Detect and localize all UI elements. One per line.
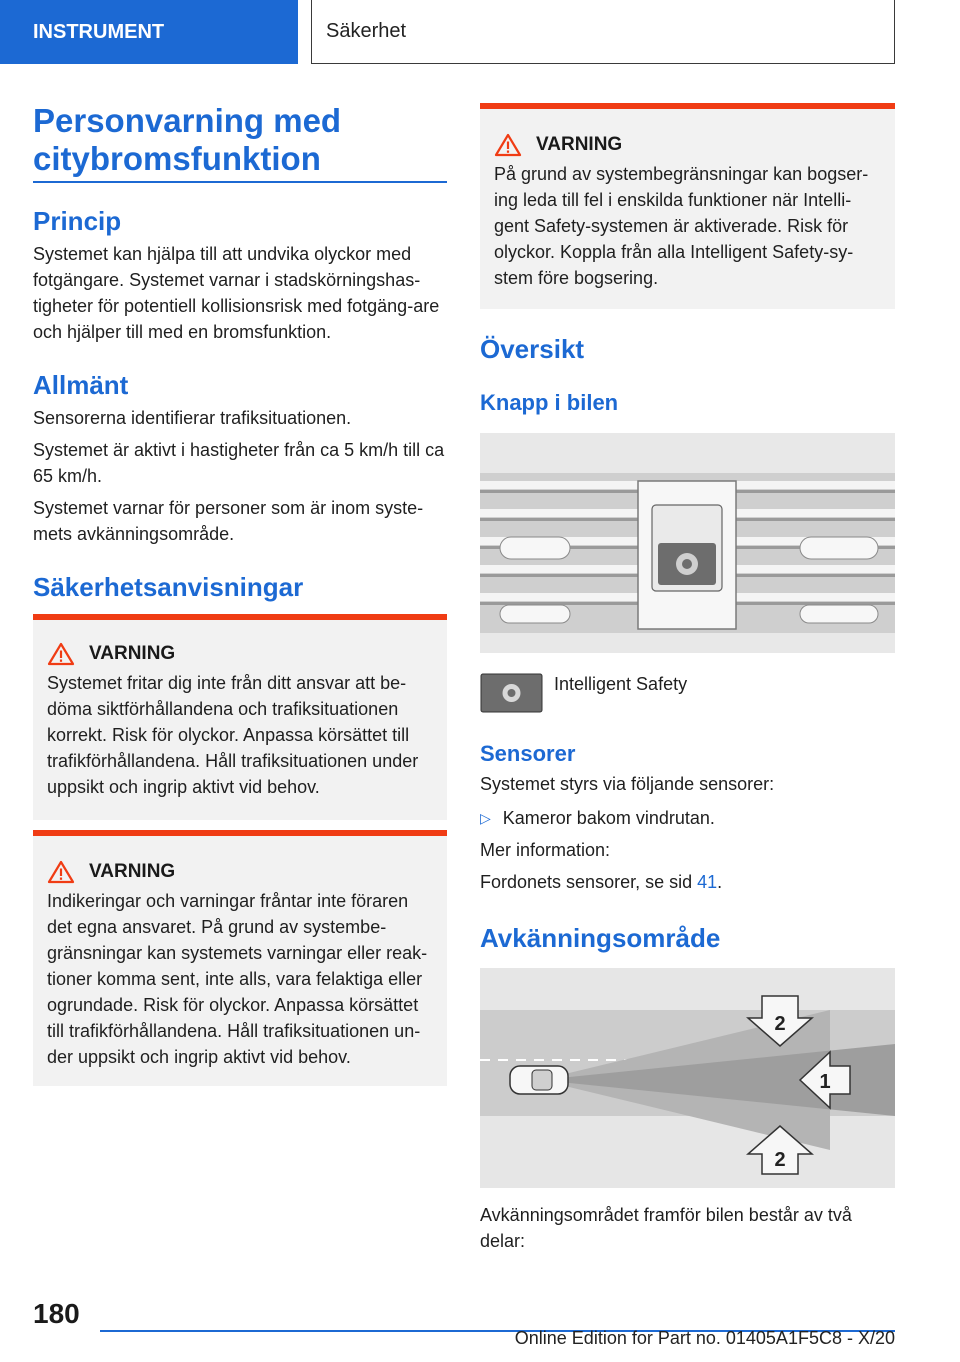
allmant-p2: Systemet är aktivt i hastigheter från ca 5 km/h till ca 65 km/h. bbox=[33, 440, 445, 486]
sakerhet-heading: Säkerhetsanvisningar bbox=[33, 572, 304, 602]
warning-title bbox=[494, 133, 881, 157]
avkanning-caption: Avkänningsområdet framför bilen består av två delar: bbox=[480, 1205, 852, 1251]
warning-title bbox=[47, 860, 433, 884]
page-link[interactable]: 41 bbox=[697, 872, 718, 892]
warning-text: På grund av systembegränsningar kan bogser-ing leda till fel i enskilda funktioner när Intelli-gent Safety-systemen är aktiverade. Risk för olyckor. Koppla från alla Intelligent Safety-sy-stem före bogsering. bbox=[494, 164, 869, 288]
svg-text:2: 2 bbox=[774, 1013, 786, 1035]
reference-end: . bbox=[717, 872, 723, 892]
sensorer-heading: Sensorer bbox=[480, 741, 576, 766]
warning-box bbox=[33, 614, 447, 820]
button-in-car-image bbox=[480, 433, 895, 653]
warning-triangle-icon bbox=[47, 642, 75, 666]
allmant-p3: Systemet varnar för personer som är inom syste-mets avkänningsområde. bbox=[33, 498, 424, 544]
warning-box bbox=[33, 830, 447, 1086]
list-item bbox=[480, 805, 895, 831]
footer-edition: Online Edition for Part no. 01405A1F5C8 - X/20 bbox=[514, 1328, 895, 1348]
more-info: Mer information: bbox=[480, 840, 611, 860]
svg-text:1: 1 bbox=[819, 1071, 831, 1093]
bullet-icon: ▷ bbox=[480, 810, 491, 826]
allmant-heading: Allmänt bbox=[33, 370, 129, 400]
section-title: Säkerhet bbox=[311, 0, 895, 64]
page-title: Personvarning med citybromsfunktion bbox=[33, 102, 342, 177]
sensorer-section bbox=[480, 741, 895, 895]
warning-text: Indikeringar och varningar fråntar inte föraren det egna ansvaret. På grund av systembe-gränsningar kan systemets varningar eller reak-tioner komma sent, inte alls, vara felaktiga eller ogrundade. Risk för olyckor. Anpassa körsättet till trafikförhållandena. Håll trafiksituationen un-der uppsikt och ingrip aktivt vid behov. bbox=[47, 891, 428, 1067]
warning-label: VARNING bbox=[536, 134, 623, 155]
princip-section bbox=[33, 206, 447, 345]
avkanning-heading: Avkänningsområde bbox=[480, 923, 721, 953]
allmant-section bbox=[33, 370, 447, 547]
reference bbox=[480, 869, 895, 895]
warning-text: Systemet fritar dig inte från ditt ansvar att be-döma siktförhållandena och trafiksituationen korrekt. Risk för olyckor. Anpassa körsättet till trafikförhållandena. Håll trafiksituationen under uppsikt och ingrip aktivt vid behov. bbox=[47, 673, 419, 797]
reference-text: Fordonets sensorer, se sid bbox=[480, 872, 698, 892]
bullet-text: Kameror bakom vindrutan. bbox=[502, 808, 715, 828]
princip-heading: Princip bbox=[33, 206, 122, 236]
chapter-tab: INSTRUMENT bbox=[0, 0, 298, 64]
intelligent-safety-label: Intelligent Safety bbox=[554, 674, 688, 694]
allmant-p1: Sensorerna identifierar trafiksituationen. bbox=[33, 408, 352, 428]
warning-triangle-icon bbox=[494, 133, 522, 157]
sensorer-intro: Systemet styrs via följande sensorer: bbox=[480, 774, 775, 794]
warning-label: VARNING bbox=[89, 643, 176, 664]
page-number: 180 bbox=[33, 1298, 80, 1329]
princip-text: Systemet kan hjälpa till att undvika olyckor med fotgängare. Systemet varnar i stadskörningshas-tigheter för potentiell kollisionsrisk med fotgäng-are och hjälper till med en bromsfunktion. bbox=[33, 244, 440, 342]
warning-triangle-icon bbox=[47, 860, 75, 884]
oversikt-heading: Översikt bbox=[480, 334, 585, 364]
knapp-heading: Knapp i bilen bbox=[480, 390, 619, 415]
intelligent-safety-button-icon bbox=[480, 673, 543, 713]
warning-title bbox=[47, 642, 433, 666]
title-rule bbox=[33, 181, 447, 183]
warning-box bbox=[480, 103, 895, 309]
warning-label: VARNING bbox=[89, 861, 176, 882]
detection-range-diagram bbox=[480, 968, 895, 1188]
svg-text:2: 2 bbox=[774, 1149, 786, 1171]
